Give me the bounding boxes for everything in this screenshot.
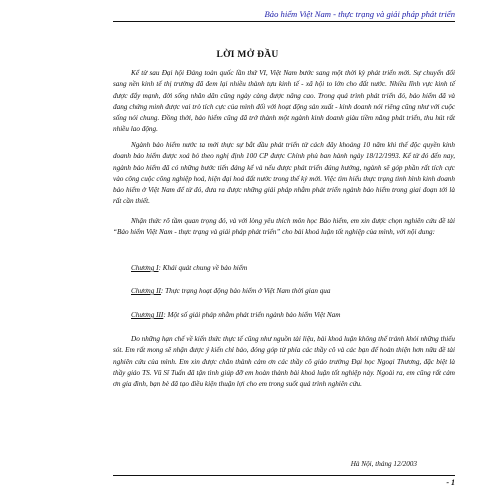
chapter-title: : Một số giải pháp nhằm phát triển ngành bảo hiểm Việt Nam [163,311,341,319]
chapter-label: Chương II [131,287,161,295]
footer-rule [113,475,455,476]
closing-paragraph: Do những hạn chế về kiến thức thực tế cũng như nguồn tài liệu, bài khoá luận không thể tránh khỏi những thiếu sót. Em rất mong sẽ nhận được ý kiến chỉ bảo, đóng góp từ phía các thầy cô và các bạn để hoàn thiện hơn nữa đề tài nghiên cứu của mình. Em xin được chân thành cảm ơn các thầy cô giáo trường Đại học Ngoại Thương, đặc biệt là thầy giáo TS. Vũ Sĩ Tuấn đã tận tình giúp đỡ em hoàn thành bài khoá luận tốt nghiệp này. Ngoài ra, em cũng rất cảm ơn gia đình, bạn bè đã tạo điều kiện thuận lợi cho em trong suốt quá trình nghiên cứu. [113,335,455,389]
chapter-line-1 [131,263,455,274]
intro-paragraph-1: Kể từ sau Đại hội Đảng toàn quốc lần thứ VI, Việt Nam bước sang một thời kỳ phát triển mới. Sự chuyển đổi sang nền kinh tế thị trường đã đem lại nhiều thành tựu kinh tế - xã hội to lớn cho đất nước. Nhiều lĩnh vực kinh tế được đẩy mạnh, đời sống nhân dân cũng ngày càng được nâng cao. Trong quá trình phát triển đó, bảo hiểm đã và đang chứng minh được vai trò tích cực của mình đối với hoạt động sản xuất - kinh doanh nói riêng cũng như với cuộc sống nói chung. Đồng thời, bảo hiểm cũng đã trở thành một ngành kinh doanh giàu tiềm năng phát triển, thu hút rất nhiều lao động. [113,69,455,134]
chapter-line-2 [131,286,455,297]
chapter-line-3 [131,310,455,321]
page-title: LỜI MỞ ĐẦU [216,50,279,60]
chapter-label: Chương III [131,311,164,319]
running-header: Bảo hiểm Việt Nam - thực trạng và giải pháp phát triển [264,9,455,19]
page-number: - 1 [446,478,455,487]
chapter-label: Chương I [131,264,159,272]
chapter-title: : Khái quát chung về bảo hiểm [158,264,248,272]
header-rule [113,21,455,22]
intro-paragraph-3: Nhận thức rõ tầm quan trọng đó, và với lòng yêu thích môn học Bảo hiểm, em xin được chọn nghiên cứu đề tài “Bảo hiểm Việt Nam - thực trạng và giải pháp phát triển” cho bài khoá luận tốt nghiệp của mình, với nội dung: [113,217,455,237]
signoff-date: Hà Nội, tháng 12/2003 [350,460,417,468]
chapter-title: : Thực trạng hoạt động bảo hiểm ở Việt Nam thời gian qua [160,287,331,295]
intro-paragraph-2: Ngành bảo hiểm nước ta mới thực sự bắt đầu phát triển từ cách đây khoảng 10 năm khi thế độc quyền kinh doanh bảo hiểm được xoá bỏ theo nghị định 100 CP được Chính phủ ban hành ngày 18/12/1993. Kể từ đó đến nay, ngành bảo hiểm đã có những bước tiến đáng kể và nếu được phát triển đúng hướng, ngành sẽ góp phần rất tích cực vào công cuộc công nghiệp hoá, hiện đại hoá đất nước trong thế kỷ mới. Việc tìm hiểu thực trạng tình hình kinh doanh bảo hiểm ở Việt Nam để từ đó, đưa ra được những giải pháp nhằm phát triển ngành bảo hiểm trong giai đoạn tới là rất cần thiết. [113,141,455,206]
